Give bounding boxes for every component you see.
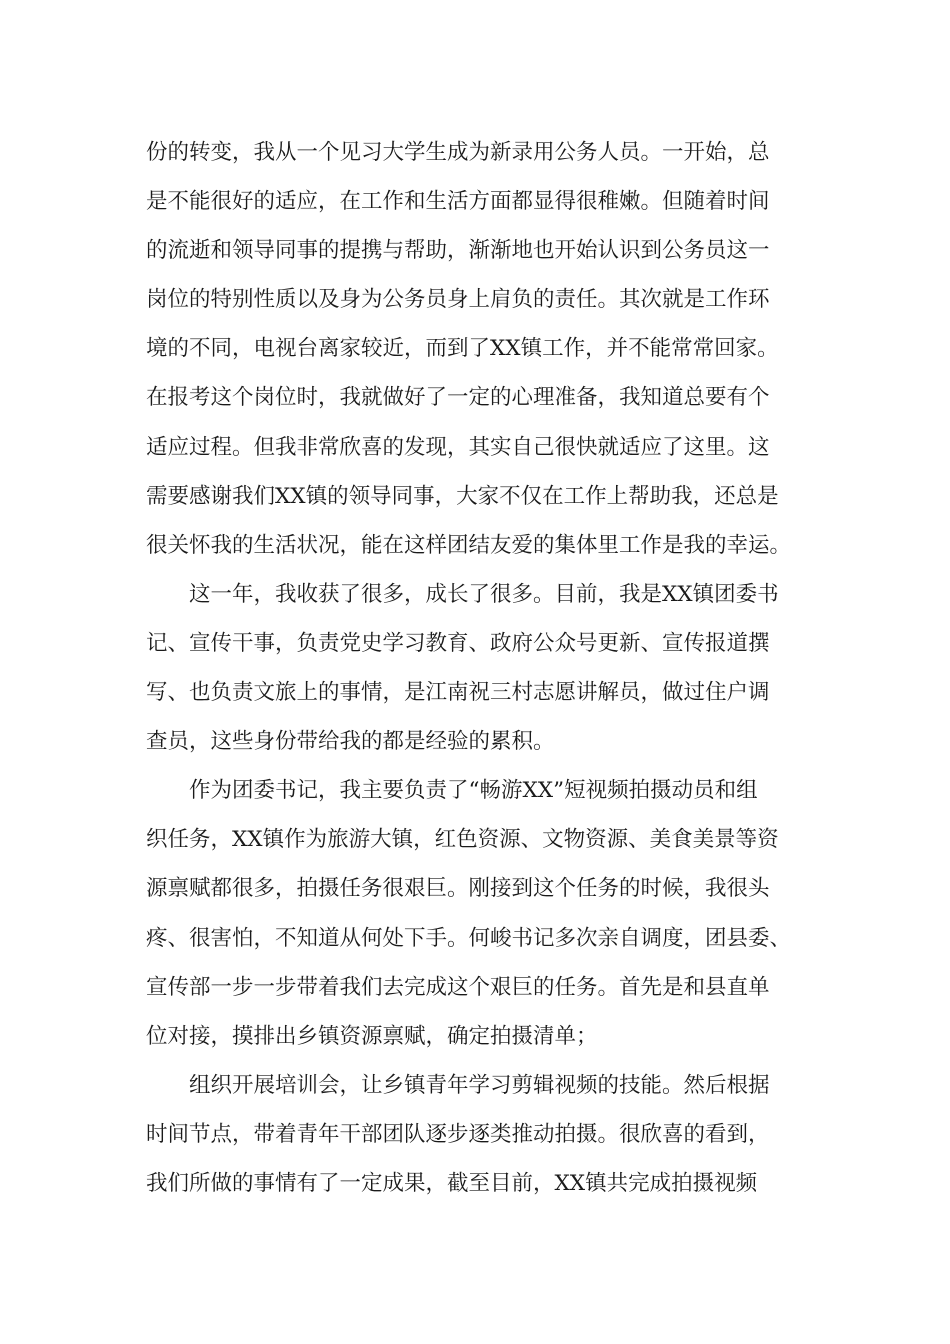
text-line: 记、宣传干事，负责党史学习教育、政府公众号更新、宣传报道撰 <box>146 630 770 656</box>
text-line: 适应过程。但我非常欣喜的发现，其实自己很快就适应了这里。这 <box>146 434 770 460</box>
text-line: 我们所做的事情有了一定成果，截至目前，XX镇共完成拍摄视频 <box>146 1170 758 1196</box>
text-line: 时间节点，带着青年干部团队逐步逐类推动拍摄。很欣喜的看到， <box>146 1121 770 1147</box>
text-line: 织任务，XX镇作为旅游大镇，红色资源、文物资源、美食美景等资 <box>146 827 779 853</box>
text-line: 境的不同，电视台离家较近，而到了XX镇工作，并不能常常回家。 <box>146 336 779 362</box>
text-line: 写、也负责文旅上的事情，是江南祝三村志愿讲解员，做过住户调 <box>146 680 770 706</box>
text-line: 在报考这个岗位时，我就做好了一定的心理准备，我知道总要有个 <box>146 385 770 411</box>
text-line: 份的转变，我从一个见习大学生成为新录用公务人员。一开始，总 <box>146 140 770 165</box>
paragraph-start-line: 作为团委书记，我主要负责了“畅游XX”短视频拍摄动员和组 <box>189 778 758 804</box>
paragraph-start-line: 组织开展培训会，让乡镇青年学习剪辑视频的技能。然后根据 <box>189 1072 770 1098</box>
text-line: 的流逝和领导同事的提携与帮助，渐渐地也开始认识到公务员这一 <box>146 238 770 264</box>
text-line: 疼、很害怕，不知道从何处下手。何峻书记多次亲自调度，团县委、 <box>146 925 792 951</box>
text-line: 岗位的特别性质以及身为公务员身上肩负的责任。其次就是工作环 <box>146 287 770 313</box>
document-body <box>146 128 826 1208</box>
text-line: 需要感谢我们XX镇的领导同事，大家不仅在工作上帮助我，还总是 <box>146 483 779 509</box>
text-line: 源禀赋都很多，拍摄任务很艰巨。刚接到这个任务的时候，我很头 <box>146 876 770 902</box>
text-line: 是不能很好的适应，在工作和生活方面都显得很稚嫩。但随着时间 <box>146 189 770 215</box>
text-line: 很关怀我的生活状况，能在这样团结友爱的集体里工作是我的幸运。 <box>146 532 792 558</box>
text-line: 查员，这些身份带给我的都是经验的累积。 <box>146 729 555 755</box>
text-line: 位对接，摸排出乡镇资源禀赋，确定拍摄清单； <box>146 1023 598 1049</box>
text-line: 宣传部一步一步带着我们去完成这个艰巨的任务。首先是和县直单 <box>146 974 770 1000</box>
paragraph-start-line: 这一年，我收获了很多，成长了很多。目前，我是XX镇团委书 <box>189 581 779 607</box>
